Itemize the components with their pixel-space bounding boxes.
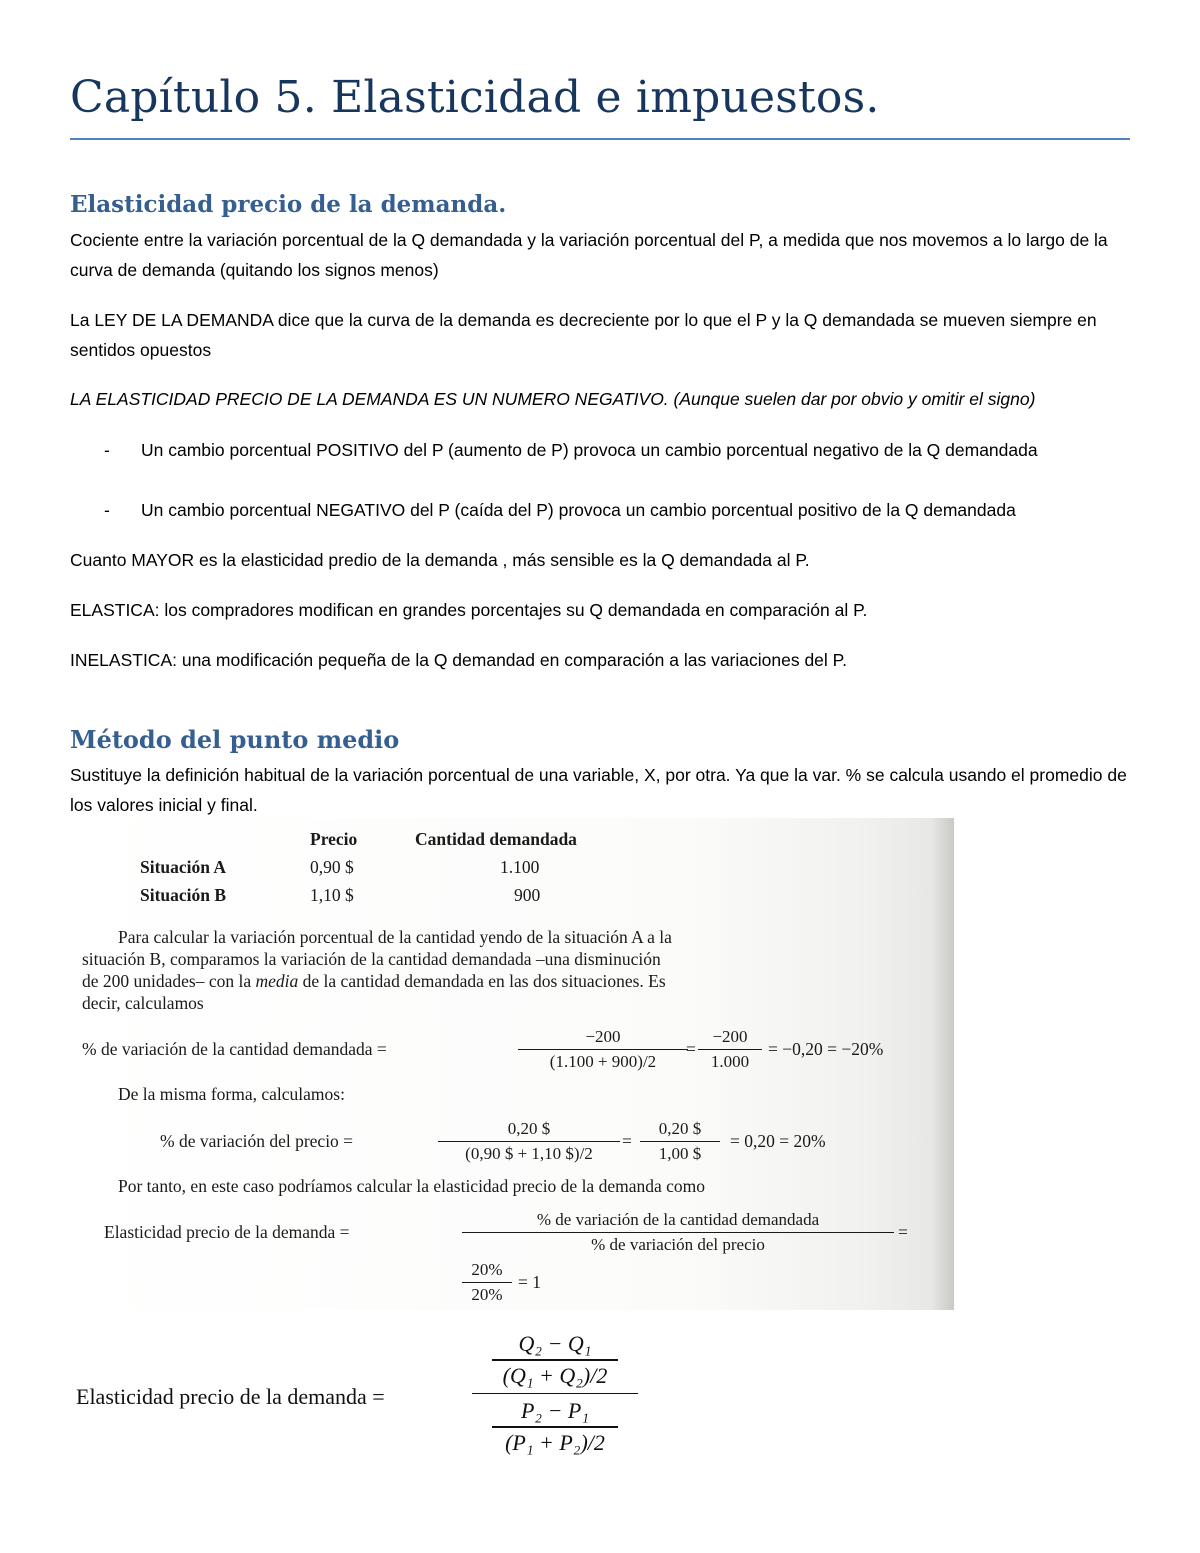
formula-lhs: Elasticidad precio de la demanda =: [76, 1384, 385, 1409]
bullet-marker: -: [104, 440, 110, 460]
bullet-text: Un cambio porcentual NEGATIVO del P (caída del P) provoca un cambio porcentual positivo de la Q demandada: [141, 500, 1016, 520]
sensitivity-paragraph: Cuanto MAYOR es la elasticidad predio de la demanda , más sensible es la Q demandada al P.: [70, 550, 810, 570]
table-cell-quantity: 900: [514, 885, 541, 905]
eq3-fraction-main: [462, 1209, 894, 1256]
fraction-bar: [492, 1426, 618, 1428]
fraction-bar: [492, 1359, 618, 1361]
fraction-denominator: 20%: [471, 1285, 503, 1305]
eq3-rhs: = 1: [518, 1272, 541, 1292]
law-of-demand-paragraph: La LEY DE LA DEMANDA dice que la curva de la demanda es decreciente por lo que el P y la Q demandada se mueven siempre en sentidos opuestos: [70, 310, 1097, 360]
scan-paragraph-line: situación B, comparamos la variación de la cantidad demandada –una disminución: [82, 949, 661, 969]
fraction-bar: [698, 1049, 762, 1050]
negative-note-paragraph: LA ELASTICIDAD PRECIO DE LA DEMANDA ES UN NUMERO NEGATIVO. (Aunque suelen dar por obvio y omitir el signo): [70, 389, 1036, 409]
table-header-price: Precio: [310, 829, 358, 849]
fraction-denominator: (1.100 + 900)/2: [549, 1052, 657, 1072]
formula-bottom-numerator: P₂ − P₁: [520, 1398, 590, 1424]
fraction-bar: [518, 1049, 688, 1050]
fraction-numerator: −200: [585, 1027, 621, 1046]
table-header-quantity: Cantidad demandada: [415, 829, 577, 849]
fraction-bar: [462, 1232, 894, 1233]
fraction-denominator: 1.000: [710, 1052, 750, 1072]
scan-page-edge: [932, 818, 954, 1310]
elastic-paragraph: ELASTICA: los compradores modifican en grandes porcentajes su Q demandada en comparación al P.: [70, 600, 868, 620]
table-cell-price: 0,90 $: [310, 857, 354, 877]
section-heading-midpoint: Método del punto medio: [70, 725, 400, 754]
eq1-rhs: = −0,20 = −20%: [768, 1039, 884, 1059]
section-heading-elasticity: Elasticidad precio de la demanda.: [70, 191, 507, 218]
eq1-fraction-2: [698, 1026, 762, 1073]
title-underline: [70, 138, 1130, 140]
fraction-bar: [462, 1282, 512, 1283]
fraction-numerator: 0,20 $: [507, 1119, 551, 1138]
fraction-bar: [438, 1141, 620, 1142]
fraction-numerator: % de variación de la cantidad demandada: [536, 1210, 820, 1229]
table-cell-quantity: 1.100: [500, 857, 540, 877]
fraction-numerator: −200: [712, 1027, 748, 1046]
eq1-equals: =: [686, 1039, 696, 1059]
eq2-equals: =: [622, 1131, 632, 1151]
formula-top-numerator: Q₂ − Q₁: [518, 1331, 592, 1356]
eq3-lhs: Elasticidad precio de la demanda =: [104, 1222, 350, 1242]
scan-paragraph-line: decir, calculamos: [82, 993, 204, 1013]
fraction-denominator: (0,90 $ + 1,10 $)/2: [465, 1144, 593, 1164]
eq2-lhs: % de variación del precio =: [160, 1131, 354, 1151]
scan-paragraph-line: Para calcular la variación porcentual de la cantidad yendo de la situación A a la: [118, 927, 672, 947]
bullet-text: Un cambio porcentual POSITIVO del P (aumento de P) provoca un cambio porcentual negativo de la Q demandada: [141, 440, 1038, 460]
therefore-line: Por tanto, en este caso podríamos calcular la elasticidad precio de la demanda como: [118, 1176, 705, 1196]
page-title: Capítulo 5. Elasticidad e impuestos.: [70, 72, 880, 123]
eq2-rhs: = 0,20 = 20%: [730, 1131, 826, 1151]
eq1-lhs: % de variación de la cantidad demandada =: [82, 1039, 387, 1059]
eq3-fraction-result: [462, 1259, 512, 1306]
definition-paragraph: Cociente entre la variación porcentual de la Q demandada y la variación porcentual del P, a medida que nos movemos a lo largo de la curva de demanda (quitando los signos menos): [70, 230, 1108, 280]
eq2-fraction-1: [438, 1118, 620, 1165]
eq3-equals: =: [898, 1222, 908, 1242]
fraction-bar: [640, 1141, 720, 1142]
fraction-denominator: % de variación del precio: [591, 1235, 765, 1255]
scan-paragraph-line: de 200 unidades– con la media de la cantidad demandada en las dos situaciones. Es: [82, 971, 666, 991]
midpoint-intro-paragraph: Sustituye la definición habitual de la variación porcentual de una variable, X, por otra. Ya que la var. % se calcula usando el promedio de los valores inicial y final.: [70, 765, 1127, 815]
formula-bottom-denominator: (P₁ + P₂)/2: [505, 1429, 605, 1455]
formula-top-denominator: (Q₁ + Q₂)/2: [502, 1362, 608, 1388]
bullet-item: [104, 435, 1134, 495]
main-fraction-bar: [472, 1393, 638, 1395]
textbook-scan: [70, 818, 954, 1310]
inelastic-paragraph: INELASTICA: una modificación pequeña de la Q demandad en comparación a las variaciones del P.: [70, 650, 847, 670]
eq1-fraction-1: [518, 1026, 688, 1073]
formula-compound-fraction: [480, 1330, 630, 1457]
same-way-line: De la misma forma, calculamos:: [118, 1084, 345, 1104]
fraction-numerator: 0,20 $: [658, 1119, 702, 1138]
bullet-marker: -: [104, 500, 110, 520]
fraction-denominator: 1,00 $: [658, 1144, 702, 1164]
eq2-fraction-2: [640, 1118, 720, 1165]
fraction-numerator: 20%: [471, 1260, 503, 1279]
bullet-item: [104, 495, 1134, 525]
table-row-label: Situación A: [140, 857, 227, 877]
midpoint-formula: [70, 1330, 670, 1480]
table-row-label: Situación B: [140, 885, 227, 905]
table-cell-price: 1,10 $: [310, 885, 354, 905]
